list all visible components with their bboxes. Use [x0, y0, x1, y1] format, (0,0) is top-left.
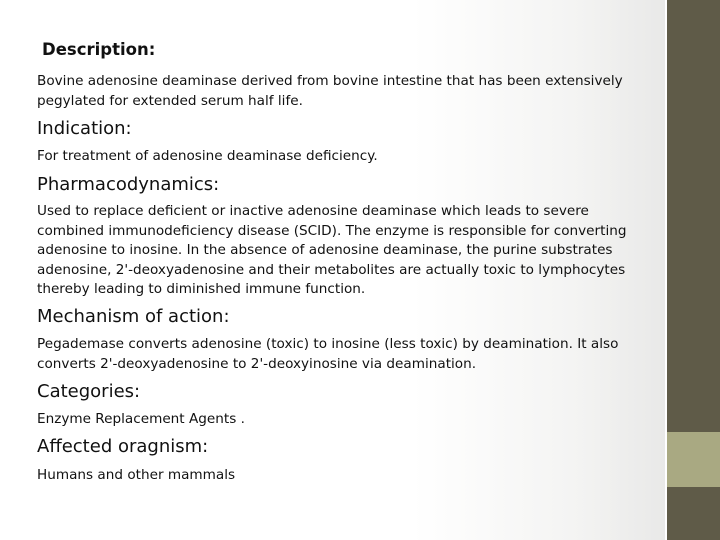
description-text: Bovine adenosine deaminase derived from bovine intestine that has been extensively pegylated for extended serum half life.	[37, 73, 623, 109]
mechanism-heading: Mechanism of action:	[37, 306, 230, 327]
description-heading: Description:	[42, 40, 156, 59]
categories-heading: Categories:	[37, 381, 141, 402]
categories-text: Enzyme Replacement Agents .	[37, 411, 245, 427]
indication-text: For treatment of adenosine deaminase deficiency.	[37, 148, 378, 164]
pharmacodynamics-text: Used to replace deficient or inactive adenosine deaminase which leads to severe combined immunodeficiency disease (SCID). The enzyme is responsible for converting adenosine to inosine. In the absence of adenosine deaminase, the purine substrates adenosine, 2'-deoxyadenosine and their metabolites are actually toxic to lymphocytes thereby leading to diminished immune function.	[37, 203, 627, 297]
affected-organism-text: Humans and other mammals	[37, 467, 236, 483]
affected-organism-heading: Affected oragnism:	[37, 436, 209, 457]
pharmacodynamics-heading: Pharmacodynamics:	[37, 174, 220, 195]
indication-heading: Indication:	[37, 118, 132, 139]
side-stripe-accent-block	[667, 432, 720, 487]
mechanism-text: Pegademase converts adenosine (toxic) to inosine (less toxic) by deamination. It also converts 2'-deoxyadenosine to 2'-deoxyinosine via deamination.	[37, 336, 619, 372]
